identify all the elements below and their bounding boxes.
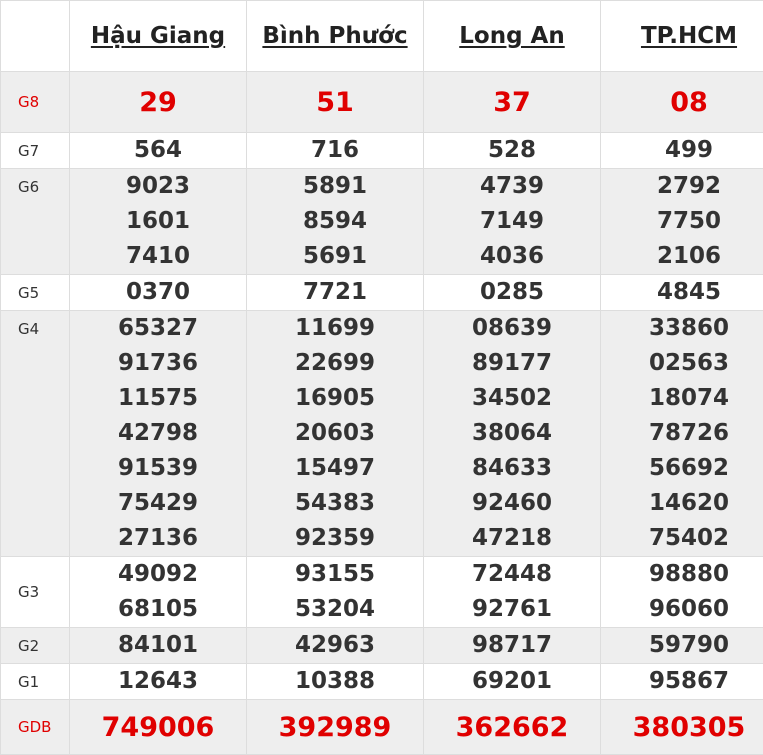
- result-number: 564: [70, 133, 246, 168]
- prize-label: G6: [1, 169, 70, 275]
- result-cell: [70, 628, 247, 664]
- result-number: 4739: [424, 169, 600, 204]
- result-number: 75429: [70, 486, 246, 521]
- result-cell: [247, 275, 424, 311]
- result-cell: [601, 664, 763, 700]
- result-number: 4845: [601, 275, 763, 310]
- result-cell: [424, 664, 601, 700]
- result-number: 528: [424, 133, 600, 168]
- result-cell: [601, 557, 763, 628]
- result-number: 98717: [424, 628, 600, 663]
- result-number: 29: [70, 85, 246, 120]
- result-cell: [601, 311, 763, 557]
- result-number: 53204: [247, 592, 423, 627]
- province-link[interactable]: Long An: [459, 23, 564, 49]
- province-link[interactable]: TP.HCM: [641, 23, 737, 49]
- province-link[interactable]: Bình Phước: [262, 23, 407, 49]
- result-cell: [424, 275, 601, 311]
- province-header-binh-phuoc[interactable]: [247, 1, 424, 72]
- result-cell: [70, 169, 247, 275]
- result-number: 14620: [601, 486, 763, 521]
- province-header-hau-giang[interactable]: [70, 1, 247, 72]
- province-link[interactable]: Hậu Giang: [91, 23, 225, 49]
- result-cell: [424, 72, 601, 133]
- result-cell: [424, 557, 601, 628]
- result-number: 37: [424, 85, 600, 120]
- result-number: 5691: [247, 239, 423, 274]
- result-number: 12643: [70, 664, 246, 699]
- result-number: 0370: [70, 275, 246, 310]
- result-cell: [247, 72, 424, 133]
- prize-label: G5: [1, 275, 70, 311]
- prize-header-cell: [1, 1, 70, 72]
- result-number: 78726: [601, 416, 763, 451]
- result-number: 8594: [247, 204, 423, 239]
- result-cell: [424, 169, 601, 275]
- prize-label: G7: [1, 133, 70, 169]
- result-number: 08: [601, 85, 763, 120]
- result-number: 42798: [70, 416, 246, 451]
- result-number: 499: [601, 133, 763, 168]
- result-number: 380305: [601, 710, 763, 745]
- prize-label: G3: [1, 557, 70, 628]
- prize-label: GDB: [1, 700, 70, 755]
- result-number: 95867: [601, 664, 763, 699]
- result-number: 91539: [70, 451, 246, 486]
- result-number: 96060: [601, 592, 763, 627]
- result-number: 92359: [247, 521, 423, 556]
- result-cell: [70, 311, 247, 557]
- result-number: 56692: [601, 451, 763, 486]
- result-number: 47218: [424, 521, 600, 556]
- result-cell: [601, 133, 763, 169]
- result-number: 84101: [70, 628, 246, 663]
- result-number: 69201: [424, 664, 600, 699]
- result-number: 716: [247, 133, 423, 168]
- result-number: 5891: [247, 169, 423, 204]
- prize-row-gdb: [1, 700, 763, 755]
- prize-row-g6: [1, 169, 763, 275]
- result-cell: [247, 311, 424, 557]
- result-cell: [70, 664, 247, 700]
- result-number: 54383: [247, 486, 423, 521]
- result-number: 93155: [247, 557, 423, 592]
- result-number: 34502: [424, 381, 600, 416]
- result-cell: [424, 700, 601, 755]
- result-number: 98880: [601, 557, 763, 592]
- result-number: 2106: [601, 239, 763, 274]
- result-cell: [601, 628, 763, 664]
- result-number: 75402: [601, 521, 763, 556]
- result-number: 362662: [424, 710, 600, 745]
- result-number: 51: [247, 85, 423, 120]
- result-cell: [424, 133, 601, 169]
- result-number: 7750: [601, 204, 763, 239]
- result-cell: [424, 311, 601, 557]
- province-header-long-an[interactable]: [424, 1, 601, 72]
- result-number: 89177: [424, 346, 600, 381]
- prize-row-g1: [1, 664, 763, 700]
- result-number: 65327: [70, 311, 246, 346]
- header-row: [1, 1, 763, 72]
- result-number: 7410: [70, 239, 246, 274]
- result-cell: [601, 700, 763, 755]
- result-number: 10388: [247, 664, 423, 699]
- result-number: 20603: [247, 416, 423, 451]
- result-number: 59790: [601, 628, 763, 663]
- prize-row-g4: [1, 311, 763, 557]
- result-number: 16905: [247, 381, 423, 416]
- prize-label: G8: [1, 72, 70, 133]
- result-cell: [247, 628, 424, 664]
- result-cell: [601, 72, 763, 133]
- result-number: 91736: [70, 346, 246, 381]
- result-number: 68105: [70, 592, 246, 627]
- prize-label: G1: [1, 664, 70, 700]
- result-number: 2792: [601, 169, 763, 204]
- result-number: 42963: [247, 628, 423, 663]
- result-number: 22699: [247, 346, 423, 381]
- result-number: 4036: [424, 239, 600, 274]
- result-number: 1601: [70, 204, 246, 239]
- prize-label: G4: [1, 311, 70, 557]
- result-cell: [601, 275, 763, 311]
- result-cell: [70, 133, 247, 169]
- prize-row-g3: [1, 557, 763, 628]
- result-number: 15497: [247, 451, 423, 486]
- result-cell: [70, 275, 247, 311]
- result-cell: [424, 628, 601, 664]
- result-number: 0285: [424, 275, 600, 310]
- result-number: 749006: [70, 710, 246, 745]
- result-number: 92460: [424, 486, 600, 521]
- result-number: 02563: [601, 346, 763, 381]
- result-cell: [247, 169, 424, 275]
- prize-row-g8: [1, 72, 763, 133]
- result-number: 08639: [424, 311, 600, 346]
- result-cell: [601, 169, 763, 275]
- result-number: 72448: [424, 557, 600, 592]
- result-cell: [70, 72, 247, 133]
- result-number: 9023: [70, 169, 246, 204]
- result-number: 11575: [70, 381, 246, 416]
- result-cell: [70, 557, 247, 628]
- result-number: 38064: [424, 416, 600, 451]
- result-cell: [247, 133, 424, 169]
- result-number: 49092: [70, 557, 246, 592]
- result-number: 392989: [247, 710, 423, 745]
- result-number: 27136: [70, 521, 246, 556]
- result-cell: [247, 664, 424, 700]
- prize-label: G2: [1, 628, 70, 664]
- result-number: 33860: [601, 311, 763, 346]
- result-cell: [247, 557, 424, 628]
- prize-row-g2: [1, 628, 763, 664]
- result-cell: [70, 700, 247, 755]
- result-number: 7721: [247, 275, 423, 310]
- result-cell: [247, 700, 424, 755]
- result-number: 7149: [424, 204, 600, 239]
- province-header-tphcm[interactable]: [601, 1, 763, 72]
- prize-row-g5: [1, 275, 763, 311]
- result-number: 11699: [247, 311, 423, 346]
- result-number: 84633: [424, 451, 600, 486]
- prize-row-g7: [1, 133, 763, 169]
- result-number: 18074: [601, 381, 763, 416]
- result-number: 92761: [424, 592, 600, 627]
